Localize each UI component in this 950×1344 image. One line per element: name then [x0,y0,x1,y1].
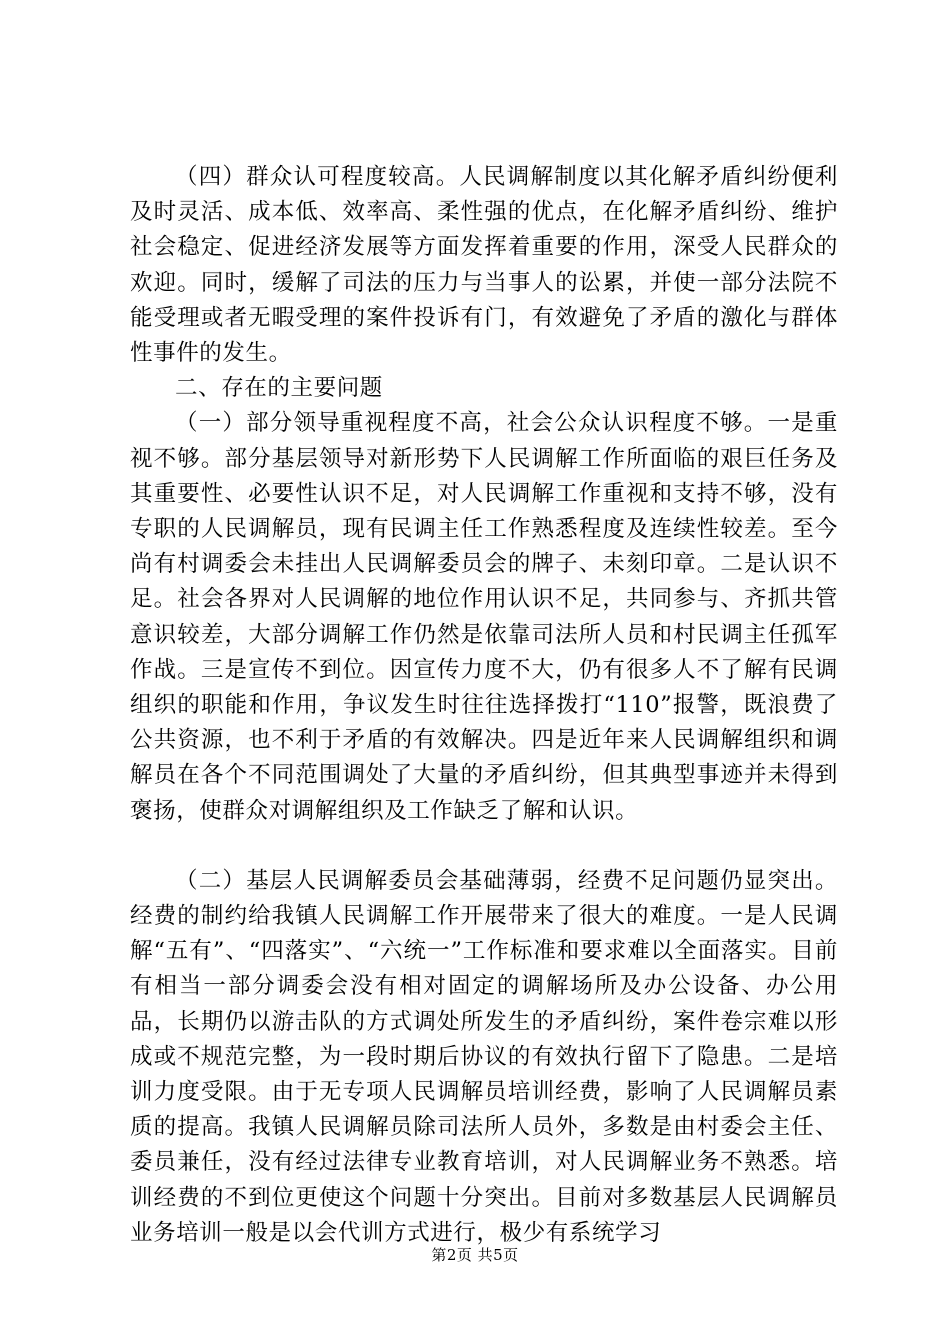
page-number-footer: 第2页 共5页 [431,1246,519,1264]
paragraph-public-recognition: （四）群众认可程度较高。人民调解制度以其化解矛盾纠纷便利及时灵活、成本低、效率高、柔性强的优点，在化解矛盾纠纷、维护社会稳定、促进经济发展等方面发挥着重要的作用，深受人民群众的欢迎。同时，缓解了司法的压力与当事人的讼累，并使一部分法院不能受理或者无暇受理的案件投诉有门，有效避免了矛盾的激化与群体性事件的发生。 [130,164,838,367]
document-body [130,160,838,1251]
paragraph-funding-shortage: （二）基层人民调解委员会基础薄弱，经费不足问题仍显突出。经费的制约给我镇人民调解工作开展带来了很大的难度。一是人民调解“五有”、“四落实”、“六统一”工作标准和要求难以全面落实。目前有相当一部分调委会没有相对固定的调解场所及办公设备、办公用品，长期仍以游击队的方式调处所发生的矛盾纠纷，案件卷宗难以形成或不规范完整，为一段时期后协议的有效执行留下了隐患。二是培训力度受限。由于无专项人民调解员培训经费，影响了人民调解员素质的提高。我镇人民调解员除司法所人员外，多数是由村委会主任、委员兼任，没有经过法律专业教育培训，对人民调解业务不熟悉。培训经费的不到位更使这个问题十分突出。目前对多数基层人民调解员业务培训一般是以会代训方式进行，极少有系统学习 [130,867,838,1246]
paragraph-leadership-awareness: （一）部分领导重视程度不高，社会公众认识程度不够。一是重视不够。部分基层领导对新形势下人民调解工作所面临的艰巨任务及其重要性、必要性认识不足，对人民调解工作重视和支持不够，没有专职的人民调解员，现有民调主任工作熟悉程度及连续性较差。至今尚有村调委会未挂出人民调解委员会的牌子、未刻印章。二是认识不足。社会各界对人民调解的地位作用认识不足，共同参与、齐抓共管意识较差，大部分调解工作仍然是依靠司法所人员和村民调主任孤军作战。三是宣传不到位。因宣传力度不大，仍有很多人不了解有民调组织的职能和作用，争议发生时往往选择拨打“110”报警，既浪费了公共资源，也不利于矛盾的有效解决。四是近年来人民调解组织和调解员在各个不同范围调处了大量的矛盾纠纷，但其典型事迹并未得到褒扬，使群众对调解组织及工作缺乏了解和认识。 [130,410,838,824]
section-heading-main-problems: 二、存在的主要问题 [175,375,383,402]
